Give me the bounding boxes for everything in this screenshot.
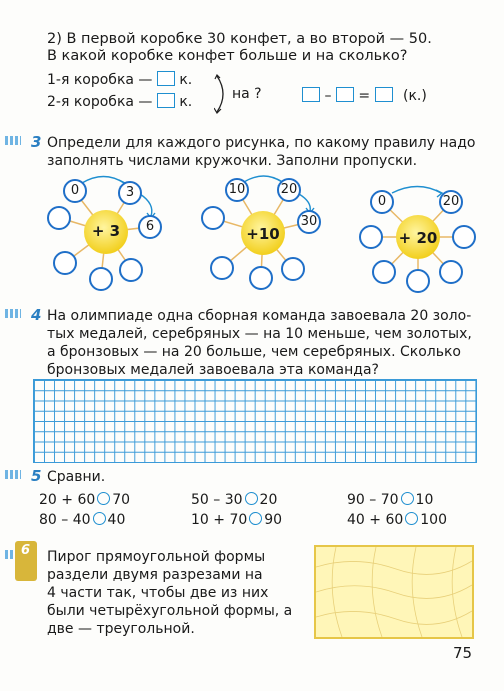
flower-3-rule: + 20 <box>398 229 438 247</box>
cake-texture <box>316 547 472 637</box>
minus-sign: – <box>324 88 332 104</box>
task4-marker-icon <box>5 309 21 318</box>
task4-number: 4 <box>31 306 42 324</box>
compare-6-right: 100 <box>420 512 447 528</box>
equals-sign: = <box>358 88 371 104</box>
compare-3-right: 20 <box>259 492 278 508</box>
compare-5 <box>347 491 433 509</box>
equation-box-1[interactable] <box>302 87 320 102</box>
compare-2-circle[interactable] <box>93 512 106 525</box>
flower-2-petal-1[interactable]: 10 <box>228 182 246 197</box>
compare-3-circle[interactable] <box>245 492 258 505</box>
task3-line1: Определи для каждого рисунка, по какому правилу надо <box>47 135 476 151</box>
flower-2-petal-3[interactable]: 30 <box>300 214 318 229</box>
task2-line2: В какой коробке конфет больше и на сколько? <box>47 48 408 64</box>
task3-marker-icon <box>5 136 21 145</box>
task4-line3: а бронзовых — на 20 больше, чем серебряных. Сколько <box>47 344 461 360</box>
box2-label: 2-я коробка — <box>47 94 153 110</box>
box1-answer-box[interactable] <box>157 71 175 86</box>
compare-3-left: 50 – 30 <box>191 492 243 508</box>
compare-3 <box>191 491 277 509</box>
task5-marker-icon <box>5 470 21 479</box>
compare-2-right: 40 <box>107 512 126 528</box>
difference-equation <box>302 87 427 105</box>
unit-paren: (к.) <box>403 88 427 104</box>
flower-1-rule: + 3 <box>91 222 121 240</box>
compare-5-left: 90 – 70 <box>347 492 399 508</box>
box2-row <box>47 93 192 111</box>
task6-number: 6 <box>21 543 31 558</box>
brace-arrow-icon <box>214 74 232 114</box>
answer-grid[interactable] <box>33 379 477 463</box>
task5-number: 5 <box>31 467 42 485</box>
compare-4-right: 90 <box>264 512 283 528</box>
task6-line3: 4 части так, чтобы две из них <box>47 585 269 601</box>
task4-line2: тых медалей, серебряных — на 10 меньше, чем золотых, <box>47 326 472 342</box>
task3-number: 3 <box>31 133 42 151</box>
flower-1-petal-1[interactable]: 0 <box>70 183 80 198</box>
task6-line1-text: Пирог прямоугольной формы <box>47 549 266 565</box>
box1-label: 1-я коробка — <box>47 72 153 88</box>
page-number: 75 <box>453 644 473 662</box>
trophy-icon <box>15 541 37 581</box>
compare-1-circle[interactable] <box>97 492 110 505</box>
flower-2-rule: +10 <box>246 225 280 243</box>
box1-row <box>47 71 192 89</box>
compare-1 <box>39 491 130 509</box>
compare-6-circle[interactable] <box>405 512 418 525</box>
task6-line1 <box>47 548 265 566</box>
box1-unit: к. <box>179 72 193 88</box>
compare-1-right: 70 <box>112 492 131 508</box>
box2-unit: к. <box>179 94 193 110</box>
flower-1-petal-2[interactable]: 3 <box>125 185 135 200</box>
flower-1-petal-3[interactable]: 6 <box>145 219 155 234</box>
compare-1-left: 20 + 60 <box>39 492 96 508</box>
compare-2 <box>39 511 125 529</box>
cake-rectangle[interactable] <box>314 545 474 639</box>
task6-line4: были четырёхугольной формы, а <box>47 603 293 619</box>
question-how-much: на ? <box>232 86 262 102</box>
task3-line2: заполнять числами кружочки. Заполни пропуски. <box>47 153 418 169</box>
equation-box-3[interactable] <box>375 87 393 102</box>
flower-3-petal-2[interactable]: 20 <box>442 194 460 209</box>
flower-3-petal-1[interactable]: 0 <box>377 194 387 209</box>
task6-line2: раздели двумя разрезами на <box>47 567 263 583</box>
compare-4-left: 10 + 70 <box>191 512 248 528</box>
compare-5-circle[interactable] <box>401 492 414 505</box>
flower-2-petal-2[interactable]: 20 <box>280 182 298 197</box>
compare-4-circle[interactable] <box>249 512 262 525</box>
compare-6 <box>347 511 447 529</box>
compare-6-left: 40 + 60 <box>347 512 404 528</box>
task2-line1: 2) В первой коробке 30 конфет, а во второй — 50. <box>47 31 432 47</box>
compare-5-right: 10 <box>415 492 434 508</box>
box2-answer-box[interactable] <box>157 93 175 108</box>
task5-title: Сравни. <box>47 469 106 485</box>
task6-marker-icon <box>5 550 15 559</box>
task6-line5: две — треугольной. <box>47 621 195 637</box>
equation-box-2[interactable] <box>336 87 354 102</box>
compare-4 <box>191 511 282 529</box>
task4-line1: На олимпиаде одна сборная команда завоевала 20 золо- <box>47 308 472 324</box>
task4-line4: бронзовых медалей завоевала эта команда? <box>47 362 379 378</box>
compare-2-left: 80 – 40 <box>39 512 91 528</box>
